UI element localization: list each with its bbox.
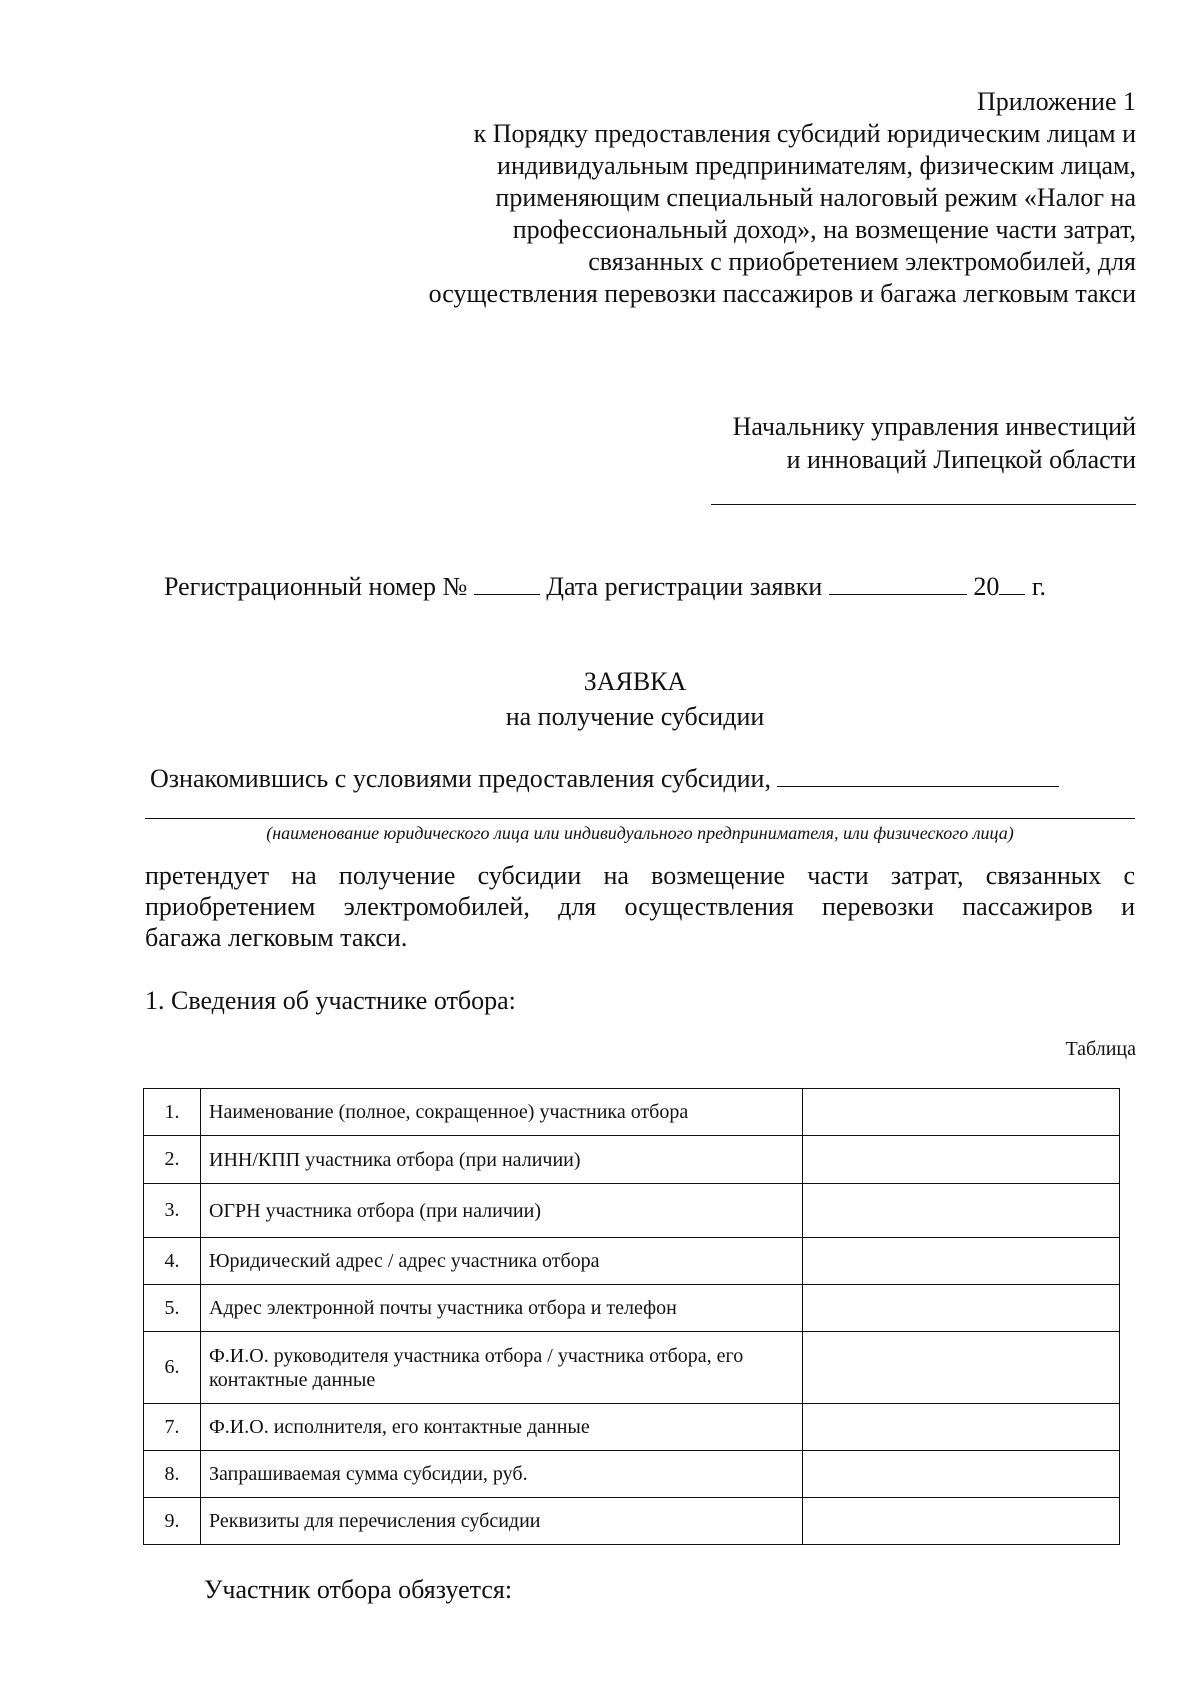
annex-header (276, 86, 1136, 310)
row-value-cell[interactable] (803, 1451, 1120, 1498)
row-label: Реквизиты для перечисления субсидии (201, 1498, 803, 1545)
intro-line (150, 762, 1059, 794)
addressee-name-field[interactable] (711, 480, 1136, 505)
table-row (144, 1451, 1120, 1498)
registration-number-label: Регистрационный номер № (164, 572, 468, 601)
row-value-cell[interactable] (803, 1285, 1120, 1332)
row-label: Ф.И.О. руководителя участника отбора / участника отбора, его контактные данные (201, 1332, 803, 1404)
row-number: 9. (144, 1498, 201, 1545)
row-label: Запрашиваемая сумма субсидии, руб. (201, 1451, 803, 1498)
annex-line: профессиональный доход», на возмещение части затрат, (512, 215, 1136, 244)
row-value-cell[interactable] (803, 1404, 1120, 1451)
row-label: Адрес электронной почты участника отбора и телефон (201, 1285, 803, 1332)
registration-year-field[interactable] (999, 570, 1025, 595)
row-number: 5. (144, 1285, 201, 1332)
row-label: Юридический адрес / адрес участника отбора (201, 1238, 803, 1285)
row-label: Ф.И.О. исполнителя, его контактные данные (201, 1404, 803, 1451)
claim-line: приобретением электромобилей, для осуществления перевозки пассажиров и (145, 892, 1135, 921)
registration-date-label: Дата регистрации заявки (546, 572, 823, 601)
registration-year-suffix: г. (1031, 572, 1047, 601)
row-value-cell[interactable] (803, 1184, 1120, 1238)
annex-line: к Порядку предоставления субсидий юридическим лицам и (473, 119, 1136, 148)
registration-number-field[interactable] (474, 570, 540, 595)
applicant-name-field[interactable] (777, 762, 1059, 787)
table-label: Таблица (1065, 1038, 1136, 1060)
section-1-heading: 1. Сведения об участнике отбора: (145, 986, 516, 1015)
applicant-name-caption: (наименование юридического лица или индивидуального предпринимателя, или физического лица) (266, 823, 1014, 843)
obligation-heading: Участник отбора обязуется: (204, 1575, 513, 1604)
annex-line: применяющим специальный налоговый режим «Налог на (495, 183, 1136, 212)
document-subtitle: на получение субсидии (505, 702, 765, 731)
row-number: 3. (144, 1184, 201, 1238)
registration-line (164, 570, 1136, 603)
claim-line: претендует на получение субсидии на возмещение части затрат, связанных с (145, 861, 1135, 890)
addressee-line-2: и инноваций Липецкой области (786, 445, 1136, 474)
row-number: 2. (144, 1136, 201, 1184)
row-value-cell[interactable] (803, 1089, 1120, 1136)
row-value-cell[interactable] (803, 1136, 1120, 1184)
table-row (144, 1285, 1120, 1332)
registration-year-prefix: 20 (973, 572, 1000, 601)
addressee-line-1: Начальнику управления инвестиций (732, 412, 1136, 441)
table-row (144, 1238, 1120, 1285)
row-label: ОГРН участника отбора (при наличии) (201, 1184, 803, 1238)
document-title: ЗАЯВКА (583, 667, 687, 696)
table-row (144, 1332, 1120, 1404)
row-number: 1. (144, 1089, 201, 1136)
registration-date-field[interactable] (829, 570, 967, 595)
applicant-name-line[interactable] (145, 818, 1135, 819)
row-value-cell[interactable] (803, 1238, 1120, 1285)
intro-text: Ознакомившись с условиями предоставления субсидии, (150, 764, 771, 793)
row-label: Наименование (полное, сокращенное) участника отбора (201, 1089, 803, 1136)
table-row (144, 1184, 1120, 1238)
row-number: 8. (144, 1451, 201, 1498)
annex-line: связанных с приобретением электромобилей, для (588, 247, 1136, 276)
participant-info-table (143, 1088, 1120, 1545)
row-value-cell[interactable] (803, 1498, 1120, 1545)
row-label: ИНН/КПП участника отбора (при наличии) (201, 1136, 803, 1184)
row-value-cell[interactable] (803, 1332, 1120, 1404)
row-number: 7. (144, 1404, 201, 1451)
table-row (144, 1136, 1120, 1184)
table-row (144, 1404, 1120, 1451)
claim-line: багажа легковым такси. (145, 923, 408, 952)
annex-line: осуществления перевозки пассажиров и багажа легковым такси (428, 279, 1136, 308)
table-row (144, 1498, 1120, 1545)
annex-line: индивидуальным предпринимателям, физическим лицам, (497, 151, 1136, 180)
annex-line: Приложение 1 (976, 87, 1136, 116)
table-row (144, 1089, 1120, 1136)
row-number: 4. (144, 1238, 201, 1285)
row-number: 6. (144, 1332, 201, 1404)
addressee-block (536, 410, 1136, 513)
claim-paragraph (145, 860, 1135, 953)
